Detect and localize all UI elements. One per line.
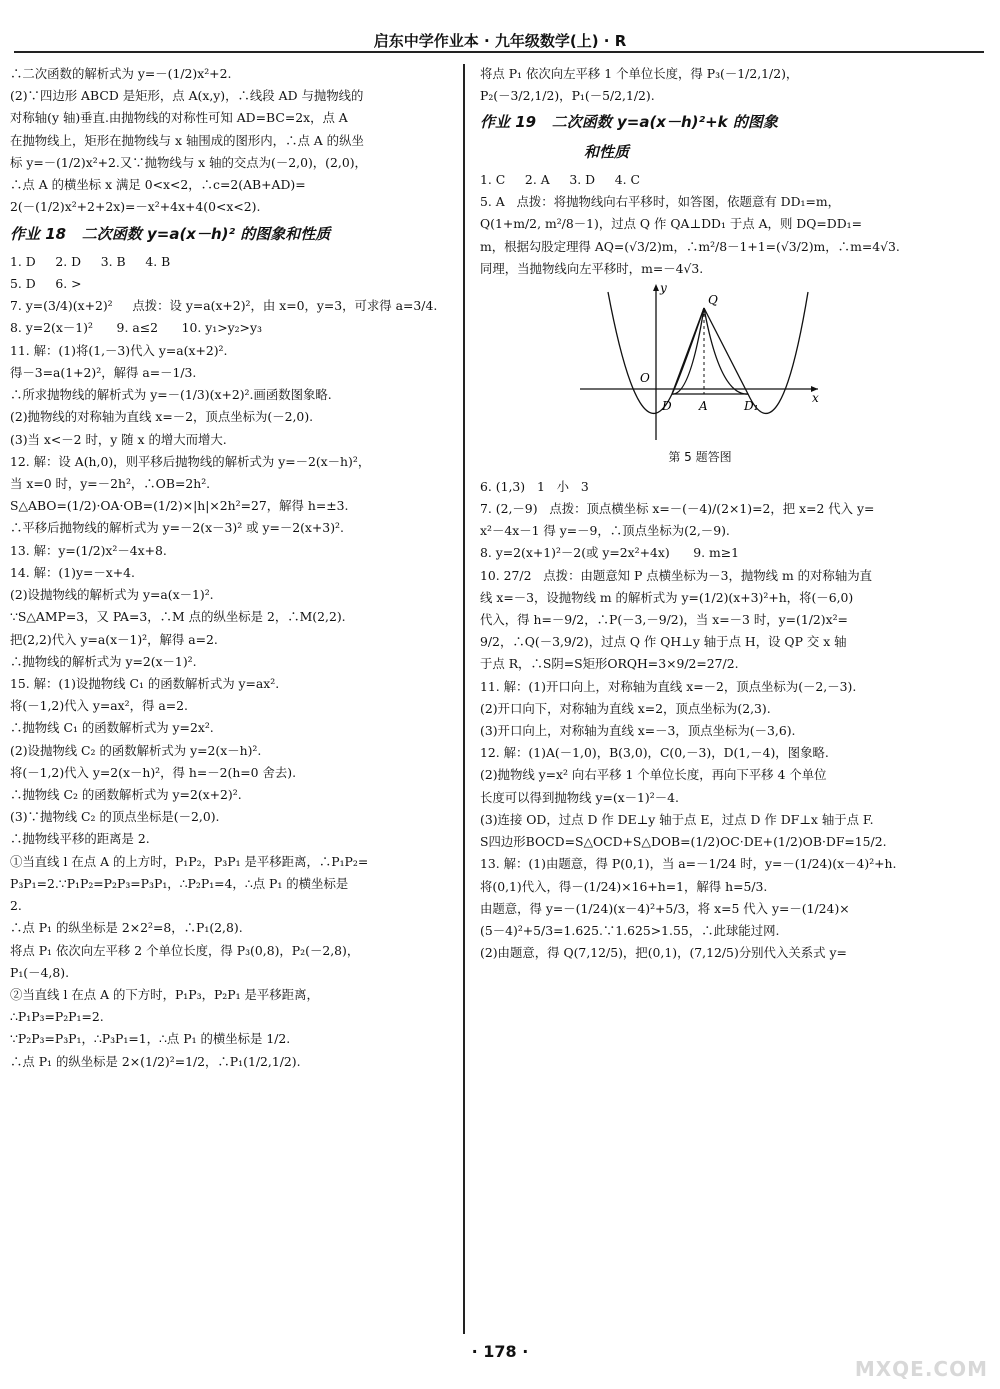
y-axis-arrow: [653, 284, 659, 291]
text-line: 将(0,1)代入，得－(1/24)×16+h=1，解得 h=5/3.: [480, 878, 768, 894]
section-19-lines-before-figure: [480, 170, 920, 278]
text-line: ∴二次函数的解析式为 y=－(1/2)x²+2.: [10, 66, 232, 81]
text-line: 7. (2,－9) 点拨：顶点横坐标 x=－(－4)/(2×1)=2，把 x=2 代入 y=: [480, 500, 875, 516]
text-line: ∴抛物线平移的距离是 2.: [10, 831, 150, 847]
text-line: ∴点 P₁ 的纵坐标是 2×(1/2)²=1/2，∴P₁(1/2,1/2).: [10, 1053, 301, 1069]
text-line: (3)连接 OD，过点 D 作 DE⊥y 轴于点 E，过点 D 作 DF⊥x 轴于点 F.: [480, 811, 874, 827]
text-line: 7. y=(3/4)(x+2)² 点拨：设 y=a(x+2)²，由 x=0，y=3，可求得 a=3/4.: [10, 298, 438, 314]
text-line: 11. 解：(1)开口向上，对称轴为直线 x=－2，顶点坐标为(－2,－3).: [480, 678, 857, 694]
text-line: 5. D 6. >: [10, 276, 82, 291]
text-line: 由题意，得 y=－(1/24)(x－4)²+5/3，将 x=5 代入 y=－(1/24)×: [480, 900, 850, 916]
text-line: P₃P₁=2.∵P₁P₂=P₂P₃=P₃P₁，∴P₂P₁=4，∴点 P₁ 的横坐标是: [10, 875, 349, 891]
page-number: · 178 ·: [471, 1342, 529, 1361]
label-y-axis: y: [660, 282, 667, 296]
text-line: ∴点 A 的横坐标 x 满足 0<x<2，∴c=2(AB+AD)=: [10, 177, 306, 193]
label-x-axis: x: [812, 391, 819, 406]
label-a: A: [699, 399, 708, 414]
text-line: (3)∵抛物线 C₂ 的顶点坐标是(－2,0).: [10, 809, 220, 825]
section-18-title: 作业 18 二次函数 y=a(x－h)² 的图象和性质: [10, 224, 331, 243]
text-line: (2)设抛物线 C₂ 的函数解析式为 y=2(x－h)².: [10, 742, 262, 758]
text-line: 8. y=2(x－1)² 9. a≤2 10. y₁>y₂>y₃: [10, 320, 262, 336]
watermark: [838, 1321, 988, 1381]
text-line: 1. C 2. A 3. D 4. C: [480, 171, 640, 187]
text-line: 于点 R，∴S阴=S矩形ORQH=3×9/2=27/2.: [480, 656, 739, 672]
parabola-shifted: [704, 292, 808, 413]
section-19-title-line2: 和性质: [584, 142, 630, 161]
text-line: 当 x=0 时，y=－2h²，∴OB=2h².: [10, 475, 211, 491]
text-line: 13. 解：y=(1/2)x²－4x+8.: [10, 542, 167, 558]
text-line: ∵S△AMP=3，又 PA=3，∴M 点的纵坐标是 2，∴M(2,2).: [10, 609, 346, 625]
text-line: Q(1+m/2, m²/8－1)，过点 Q 作 QA⊥DD₁ 于点 A，则 DQ=DD₁=: [480, 216, 862, 232]
text-line: 把(2,2)代入 y=a(x－1)²，解得 a=2.: [10, 631, 218, 647]
text-line: 9/2，∴Q(－3,9/2)，过点 Q 作 QH⊥y 轴于点 H，设 QP 交 x 轴: [480, 634, 847, 650]
parabola-figure-svg: [580, 282, 820, 442]
text-line: 11. 解：(1)将(1,－3)代入 y=a(x+2)².: [10, 342, 228, 358]
text-line: 12. 解：(1)A(－1,0)，B(3,0)，C(0,－3)，D(1,－4)，图象略.: [480, 745, 829, 761]
text-line: 在抛物线上，矩形在抛物线与 x 轴围成的图形内，∴点 A 的纵坐: [10, 132, 364, 148]
text-line: 代入，得 h=－9/2，∴P(－3,－9/2)，当 x=－3 时，y=(1/2)x²=: [480, 611, 848, 627]
text-line: P₂(－3/2,1/2)，P₁(－5/2,1/2).: [480, 88, 655, 104]
text-line: 同理，当抛物线向左平移时，m=－4√3.: [480, 260, 704, 276]
page-header-title: 启东中学作业本 · 九年级数学(上) · R: [373, 32, 627, 50]
left-column: [10, 64, 455, 1339]
text-line: (3)当 x<－2 时，y 随 x 的增大而增大.: [10, 431, 227, 447]
text-line: ∴所求抛物线的解析式为 y=－(1/3)(x+2)².画函数图象略.: [10, 387, 332, 403]
text-line: (2)设抛物线的解析式为 y=a(x－1)².: [10, 587, 214, 603]
text-line: (2)开口向下，对称轴为直线 x=2，顶点坐标为(2,3).: [480, 700, 771, 716]
text-line: ∴抛物线的解析式为 y=2(x－1)².: [10, 653, 197, 669]
text-line: 15. 解：(1)设抛物线 C₁ 的函数解析式为 y=ax².: [10, 675, 280, 691]
text-line: 标 y=－(1/2)x²+2.又∵抛物线与 x 轴的交点为(－2,0)，(2,0)，: [10, 154, 367, 170]
text-line: (2)抛物线 y=x² 向右平移 1 个单位长度，再向下平移 4 个单位: [480, 767, 827, 783]
text-line: 2.: [10, 898, 22, 914]
text-line: (2)∵四边形 ABCD 是矩形，点 A(x,y)，∴线段 AD 与抛物线的: [10, 88, 364, 104]
text-line: m，根据勾股定理得 AQ=(√3/2)m，∴m²/8－1+1=(√3/2)m，∴m=4√3.: [480, 238, 900, 254]
text-line: P₁(－4,8).: [10, 964, 70, 980]
parabola-figure: [480, 282, 920, 442]
text-line: 8. y=2(x+1)²－2(或 y=2x²+4x) 9. m≥1: [480, 545, 740, 561]
text-line: 将点 P₁ 依次向左平移 2 个单位长度，得 P₃(0,8)，P₂(－2,8)，: [10, 942, 360, 958]
text-line: S四边形BOCD=S△OCD+S△DOB=(1/2)OC·DE+(1/2)OB·DF=15/2.: [480, 834, 887, 850]
text-line: x²－4x－1 得 y=－9，∴顶点坐标为(2,－9).: [480, 523, 730, 539]
text-line: ∴点 P₁ 的纵坐标是 2×2²=8，∴P₁(2,8).: [10, 920, 243, 936]
right-top-lines: [480, 64, 920, 105]
left-top-lines: [10, 64, 455, 217]
text-line: (5－4)²+5/3=1.625.∵1.625>1.55，∴此球能过网.: [480, 923, 780, 938]
text-line: ∴平移后抛物线的解析式为 y=－2(x－3)² 或 y=－2(x+3)².: [10, 520, 344, 536]
text-line: 10. 27/2 点拨：由题意知 P 点横坐标为－3，抛物线 m 的对称轴为直: [480, 567, 872, 583]
text-line: 1. D 2. D 3. B 4. B: [10, 253, 171, 269]
figure-caption: 第 5 题答图: [668, 450, 732, 465]
text-line: (2)由题意，得 Q(7,12/5)，把(0,1)，(7,12/5)分别代入关系式 y=: [480, 945, 847, 961]
text-line: ②当直线 l 在点 A 的下方时，P₁P₃，P₂P₁ 是平移距离，: [10, 987, 319, 1002]
section-18-lines: [10, 252, 455, 1071]
page-header: [0, 0, 1000, 58]
segment-qd1: [704, 308, 748, 394]
text-line: (3)开口向上，对称轴为直线 x=－3，顶点坐标为(－3,6).: [480, 723, 796, 739]
section-19-lines-after-figure: [480, 477, 920, 963]
label-d1: D₁: [744, 399, 759, 414]
text-line: ①当直线 l 在点 A 的上方时，P₁P₂，P₃P₁ 是平移距离，∴P₁P₂=: [10, 853, 369, 869]
text-line: 线 x=－3，设抛物线 m 的解析式为 y=(1/2)(x+3)²+h，将(－6,0): [480, 589, 854, 605]
text-line: ∵P₂P₃=P₃P₁，∴P₃P₁=1，∴点 P₁ 的横坐标是 1/2.: [10, 1031, 291, 1047]
section-19-title-line1: 作业 19 二次函数 y=a(x－h)²+k 的图象: [480, 113, 778, 132]
label-q: Q: [708, 293, 718, 308]
label-o: O: [640, 371, 650, 386]
text-line: 将(－1,2)代入 y=ax²，得 a=2.: [10, 698, 188, 714]
column-divider: [463, 64, 465, 1334]
segment-dq: [672, 308, 704, 394]
text-line: ∴抛物线 C₂ 的函数解析式为 y=2(x+2)².: [10, 787, 242, 803]
text-line: 长度可以得到抛物线 y=(x－1)²－4.: [480, 789, 679, 805]
text-line: 13. 解：(1)由题意，得 P(0,1)，当 a=－1/24 时，y=－(1/24)(x－4)²+h.: [480, 856, 897, 872]
text-line: 对称轴(y 轴)垂直.由抛物线的对称性可知 AD=BC=2x，点 A: [10, 110, 348, 126]
text-line: ∴抛物线 C₁ 的函数解析式为 y=2x².: [10, 720, 214, 736]
label-d: D: [662, 399, 672, 414]
watermark-text: MXQE.COM: [854, 1357, 988, 1381]
right-column: [480, 64, 920, 1339]
text-line: 得－3=a(1+2)²，解得 a=－1/3.: [10, 364, 197, 380]
text-line: 6. (1,3) 1 小 3: [480, 478, 589, 494]
text-line: 14. 解：(1)y=－x+4.: [10, 564, 135, 580]
header-rule: [14, 51, 984, 53]
text-line: 5. A 点拨：将抛物线向右平移时，如答图，依题意有 DD₁=m，: [480, 194, 841, 210]
text-line: 2(－(1/2)x²+2+2x)=－x²+4x+4(0<x<2).: [10, 199, 261, 215]
text-line: 将点 P₁ 依次向左平移 1 个单位长度，得 P₃(－1/2,1/2)，: [480, 66, 799, 81]
text-line: 12. 解：设 A(h,0)，则平移后抛物线的解析式为 y=－2(x－h)²，: [10, 453, 371, 469]
text-line: (2)抛物线的对称轴为直线 x=－2，顶点坐标为(－2,0).: [10, 409, 314, 425]
text-line: ∴P₁P₃=P₂P₁=2.: [10, 1009, 104, 1025]
text-line: 将(－1,2)代入 y=2(x－h)²，得 h=－2(h=0 舍去).: [10, 764, 297, 780]
text-line: S△ABO=(1/2)·OA·OB=(1/2)×|h|×2h²=27，解得 h=±3.: [10, 498, 349, 514]
